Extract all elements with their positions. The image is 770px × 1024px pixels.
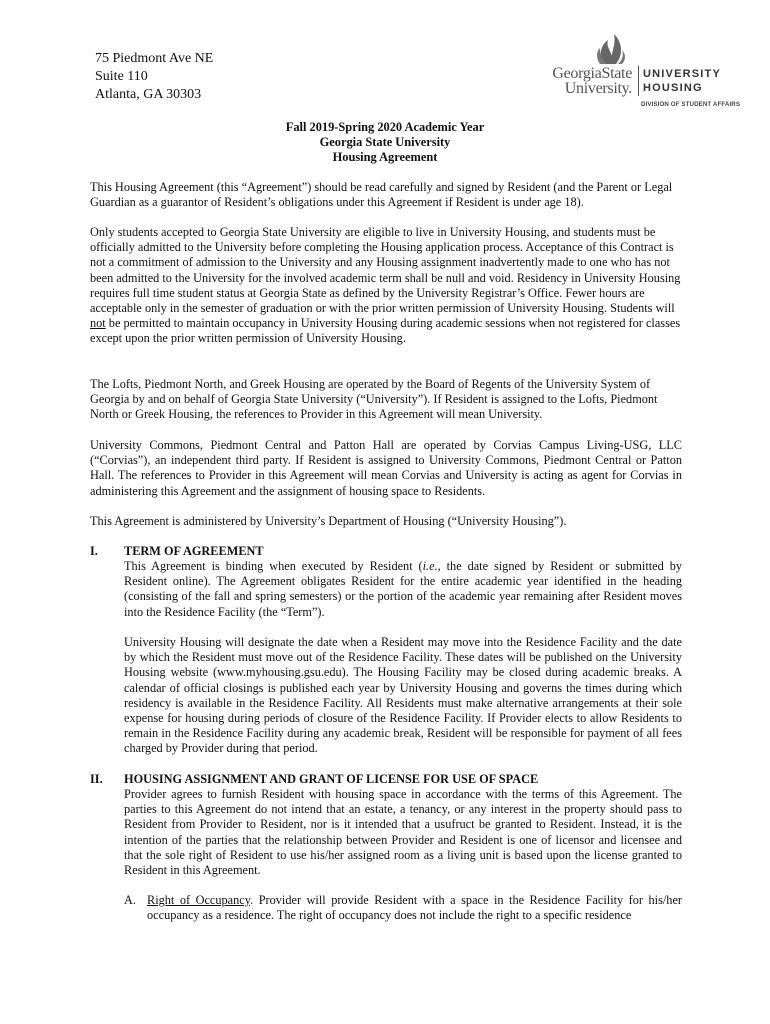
intro-paragraph-5: This Agreement is administered by University’s Department of Housing (“University Housing”). xyxy=(90,514,567,528)
title-line-1: Fall 2019-Spring 2020 Academic Year xyxy=(285,120,485,134)
section-2-heading: HOUSING ASSIGNMENT AND GRANT OF LICENSE FOR USE OF SPACE xyxy=(124,772,539,786)
italic-ie: i.e., xyxy=(422,559,441,573)
intro-paragraph-3: The Lofts, Piedmont North, and Greek Housing are operated by the Board of Regents of the University System of Georgia by and on behalf of Georgia State University (“University”). If Resident is assigned to the Lofts, Piedmont North or Greek Housing, the references to Provider in this Agreement will mean University. xyxy=(90,377,658,422)
unit-line-1: UNIVERSITY xyxy=(643,68,722,80)
emphasis-not: not xyxy=(90,316,106,331)
title-line-3: Housing Agreement xyxy=(332,150,438,164)
logo-divider xyxy=(638,66,639,96)
unit-wordmark xyxy=(643,67,721,95)
paragraph-text: This Agreement is binding when executed by Resident ( xyxy=(124,559,423,573)
division-label: DIVISION OF STUDENT AFFAIRS xyxy=(641,101,741,108)
return-address xyxy=(95,50,213,104)
paragraph-text: the date signed by Resident or submitted by Resident online). The Agreement obligates Resident for the entire academic year identified in the heading (consisting of the fall and spring semesters) or the portion of the academic year remaining after Resident moves into the Residence Facility (the “Term”). xyxy=(124,559,682,619)
paragraph-text: Only students accepted to Georgia State University are eligible to live in University Housing, and students must be officially admitted to the University before completing the Housing application process. Acceptance of this Contract is not a commitment of admission to the University and any Housing assignment inadvertently made to one who has not been admitted to the University for the involved academic term shall be null and void. Residency in University Housing requires full time student status at Georgia State as defined by the University Registrar’s Office. Fewer hours are acceptable only in the semester of graduation or with the prior written permission of University Housing. Students will xyxy=(90,225,681,316)
unit-line-2: HOUSING xyxy=(643,82,703,94)
wordmark-line-1: GeorgiaState xyxy=(552,65,632,82)
flame-icon xyxy=(590,30,630,66)
title-line-2: Georgia State University xyxy=(319,135,451,149)
paragraph-text: . Provider will provide Resident with a space in the Residence Facility for his/her occupancy as a residence. The right of occupancy does not include the right to a specific residence xyxy=(147,893,682,923)
section-1-paragraph-2: University Housing will designate the date when a Resident may move into the Residence Facility and the date by which the Resident must move out of the Residence Facility. These dates will be published on the University Housing website (www.myhousing.gsu.edu). The Housing Facility may be closed during academic breaks. A calendar of official closings is published each year by University Housing and governs the times during which residency is available in the Residence Facility. All Residents must make alternative arrangements at their sole expense for housing during periods of closure of the Residence Facility. If Provider elects to allow Residents to remain in the Residence Facility during any academic break, Resident will be responsible for payment of all fees charged by Provider during that period. xyxy=(124,635,682,756)
address-line-3: Atlanta, GA 30303 xyxy=(95,87,202,102)
section-1-paragraph-1 xyxy=(124,559,682,620)
wordmark-line-2: University. xyxy=(564,80,632,97)
subsection-a-title: Right of Occupancy xyxy=(147,893,251,907)
section-1-number: I. xyxy=(90,544,98,558)
address-line-1: 75 Piedmont Ave NE xyxy=(95,51,214,66)
intro-paragraph-2 xyxy=(90,225,682,347)
section-2-number: II. xyxy=(90,772,103,786)
subsection-a-paragraph xyxy=(147,893,682,923)
university-wordmark xyxy=(540,66,632,96)
intro-paragraph-1: This Housing Agreement (this “Agreement”) should be read carefully and signed by Resident (and the Parent or Legal Guardian as a guarantor of Resident’s obligations under this Agreement if Resident is under age 18). xyxy=(90,180,673,210)
document-title xyxy=(0,120,770,165)
paragraph-text: be permitted to maintain occupancy in University Housing during academic sessions when not registered for classes except upon the prior written permission of University Housing. xyxy=(90,316,681,346)
section-1-heading: TERM OF AGREEMENT xyxy=(124,544,264,558)
subsection-a-letter: A. xyxy=(124,893,136,907)
address-line-2: Suite 110 xyxy=(95,69,148,84)
section-2-paragraph-1: Provider agrees to furnish Resident with housing space in accordance with the terms of this Agreement. The parties to this Agreement do not intend that an estate, a tenancy, or any interest in the property should pass to Resident from Provider to Resident, nor is it intended that a usufruct be granted to Resident. Instead, it is the intention of the parties that the relationship between Provider and Resident is one of licensor and licensee and that the sole right of Resident to use his/her assigned room as a living unit is based upon the license granted to Resident in this Agreement. xyxy=(124,787,682,878)
intro-paragraph-4: University Commons, Piedmont Central and Patton Hall are operated by Corvias Campus Living-USG, LLC (“Corvias”), an independent third party. If Resident is assigned to University Commons, Piedmont Central or Patton Hall. The references to Provider in this Agreement will mean Corvias and University is acting as agent for Corvias in administering this Agreement and the assignment of housing space to Residents. xyxy=(90,438,682,498)
gsu-housing-logo xyxy=(540,30,741,110)
